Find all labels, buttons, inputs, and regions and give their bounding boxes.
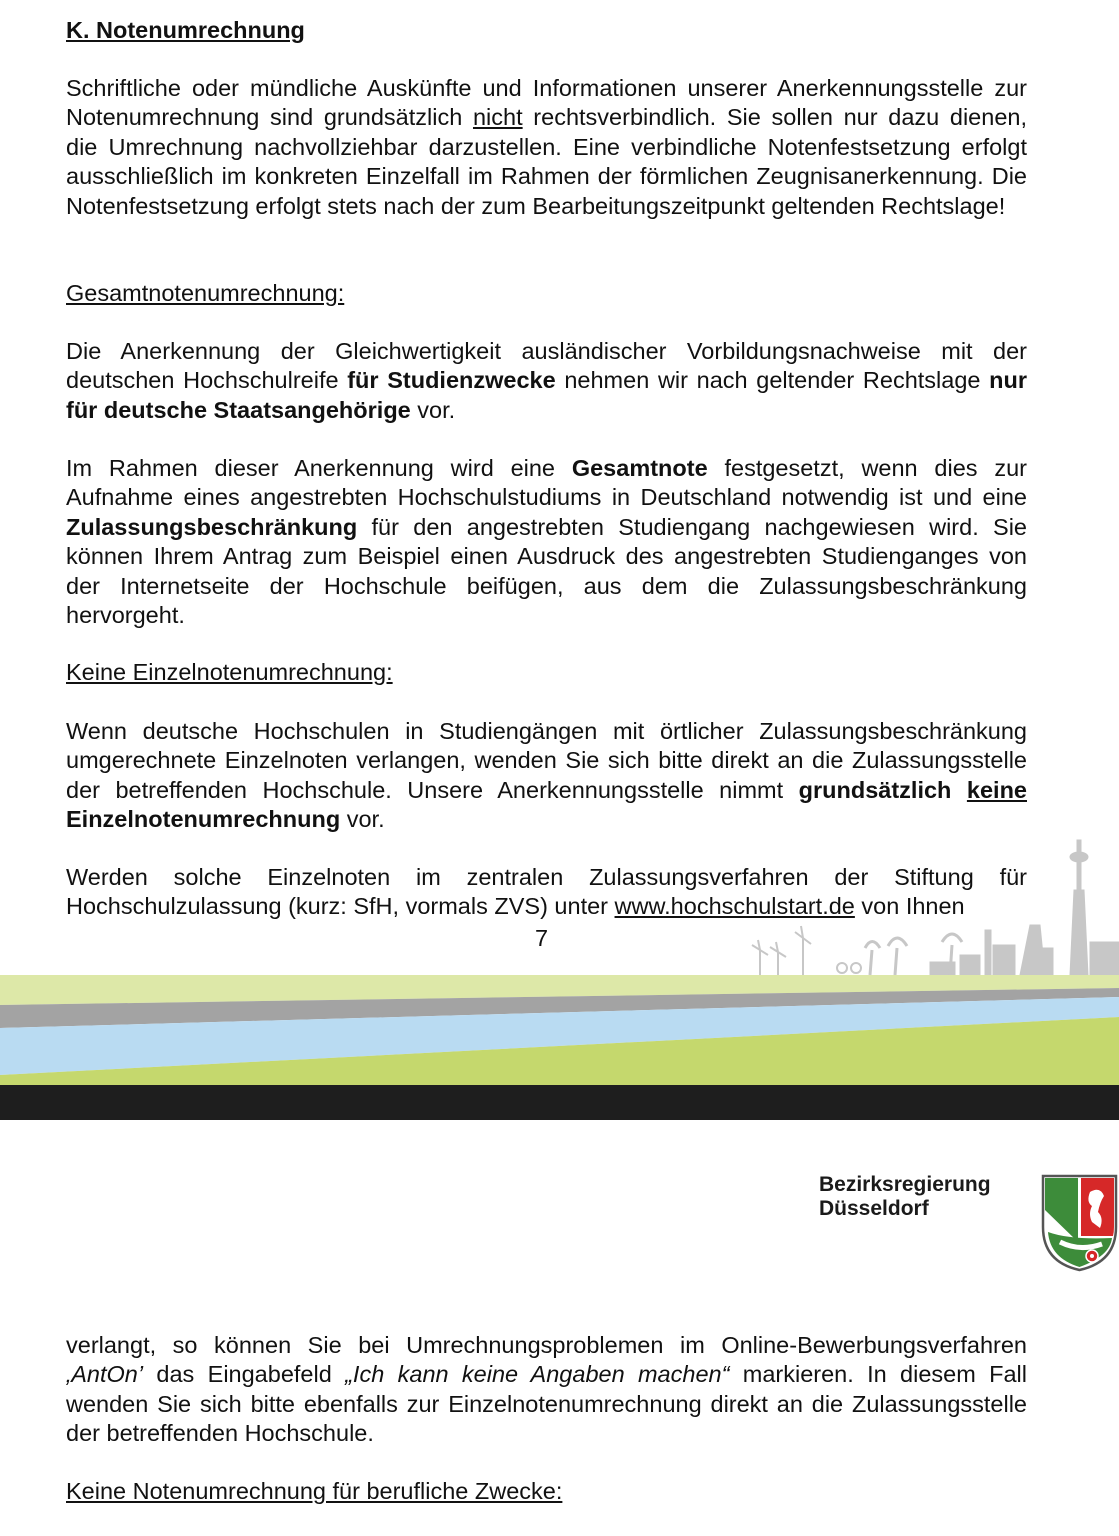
einzel-p2-text-2: von Ihnen (854, 893, 965, 920)
letterhead (819, 1173, 991, 1221)
gesamt-p2-bold-1: Gesamtnote (571, 455, 708, 481)
gesamt-p1-bold-2: nur für deutsche Staatsangehörige (66, 367, 1027, 423)
continued-italic-field: „Ich kann keine Angaben machen“ (345, 1361, 730, 1388)
einzel-p1-bold-keine: keine (966, 776, 1027, 803)
hochschulstart-link[interactable]: www.hochschulstart.de (614, 893, 855, 920)
gesamt-paragraph-2 (66, 454, 1027, 630)
intro-text-2: rechtsverbindlich. Sie sollen nur dazu dienen, die Umrechnung nachvollziehbar darzustellen. Eine verbindliche Notenfestsetzung erfolgt ausschließlich im konkreten Einzelfall im Rahmen der förmlichen Zeugnisanerkennung. Die Notenfestsetzung erfolgt stets nach der zum Bearbeitungszeitpunkt geltenden Rechtslage! (66, 104, 1027, 219)
gesamt-p1-text-1: Die Anerkennung der Gleichwertigkeit ausländischer Vorbildungsnachweise mit der deutschen Hochschulreife (66, 338, 1027, 394)
subheading-berufliche-zwecke: Keine Notenumrechnung für berufliche Zwecke: (66, 1478, 563, 1504)
continued-text-2: das Eingabefeld (143, 1361, 346, 1388)
nrw-coat-of-arms-icon (1040, 1172, 1119, 1272)
gesamt-p2-text-3: für den angestrebten Studiengang nachgewiesen wird. Sie können Ihrem Antrag zum Beispiel einen Ausdruck des angestrebten Studienganges von der Internetseite der Hochschule beifügen, aus dem die Zulassungsbeschränkung hervorgeht. (66, 513, 1027, 629)
duesseldorf-skyline-icon (752, 840, 1119, 975)
letterhead-line-2: Düsseldorf (819, 1197, 929, 1220)
section-heading: K. Notenumrechnung (66, 17, 305, 43)
letterhead-line-1: Bezirksregierung (819, 1173, 991, 1196)
continued-paragraph (66, 1331, 1027, 1449)
einzel-paragraph-1 (66, 717, 1027, 835)
einzel-p1-text-2: vor. (340, 806, 385, 833)
einzel-p1-bold-1: grundsätzlich (798, 776, 952, 803)
gesamt-p1-bold-1: für Studienzwecke (347, 367, 556, 394)
gesamt-p1-text-2: nehmen wir nach geltender Rechtslage (555, 367, 990, 394)
continued-text-1: verlangt, so können Sie bei Umrechnungsproblemen im Online-Bewerbungsverfahren (66, 1332, 1027, 1358)
continued-italic-anton: ‚AntOn’ (66, 1361, 144, 1388)
einzel-p1-bold-2: Einzelnotenumrechnung (66, 806, 341, 833)
intro-paragraph (66, 74, 1027, 221)
subheading-gesamtnote: Gesamtnotenumrechnung: (66, 280, 345, 306)
gesamt-p1-text-3: vor. (410, 396, 456, 423)
gesamt-paragraph-1 (66, 337, 1027, 425)
intro-text-1: Schriftliche oder mündliche Auskünfte und Informationen unserer Anerkennungsstelle zur Notenumrechnung sind grundsätzlich (66, 75, 1027, 131)
gesamt-p2-bold-2: Zulassungsbeschränkung (66, 513, 358, 540)
page-number: 7 (535, 925, 549, 951)
einzel-p2-text-1: Werden solche Einzelnoten im zentralen Zulassungsverfahren der Stiftung für Hochschulzulassung (kurz: SfH, vormals ZVS) unter (66, 864, 1027, 920)
continued-text-3: markieren. In diesem Fall wenden Sie sich bitte ebenfalls zur Einzelnotenumrechnung direkt an die Zulassungsstelle der betreffenden Hochschule. (66, 1361, 1027, 1447)
intro-emphasis-nicht: nicht (472, 104, 523, 131)
gesamt-p2-text-2: festgesetzt, wenn dies zur Aufnahme eines angestrebten Hochschulstudiums in Deutschland notwendig ist und eine (66, 455, 1027, 511)
subheading-einzelnote: Keine Einzelnotenumrechnung: (66, 659, 393, 685)
gesamt-p2-text-1: Im Rahmen dieser Anerkennung wird eine (66, 455, 572, 481)
footer-band (0, 820, 1119, 1120)
einzel-p1-text-1: Wenn deutsche Hochschulen in Studiengängen mit örtlicher Zulassungsbeschränkung umgerechnete Einzelnoten verlangen, wenden Sie sich bitte direkt an die Zulassungsstelle der betreffenden Hochschule. Unsere Anerkennungsstelle nimmt (66, 718, 1027, 803)
